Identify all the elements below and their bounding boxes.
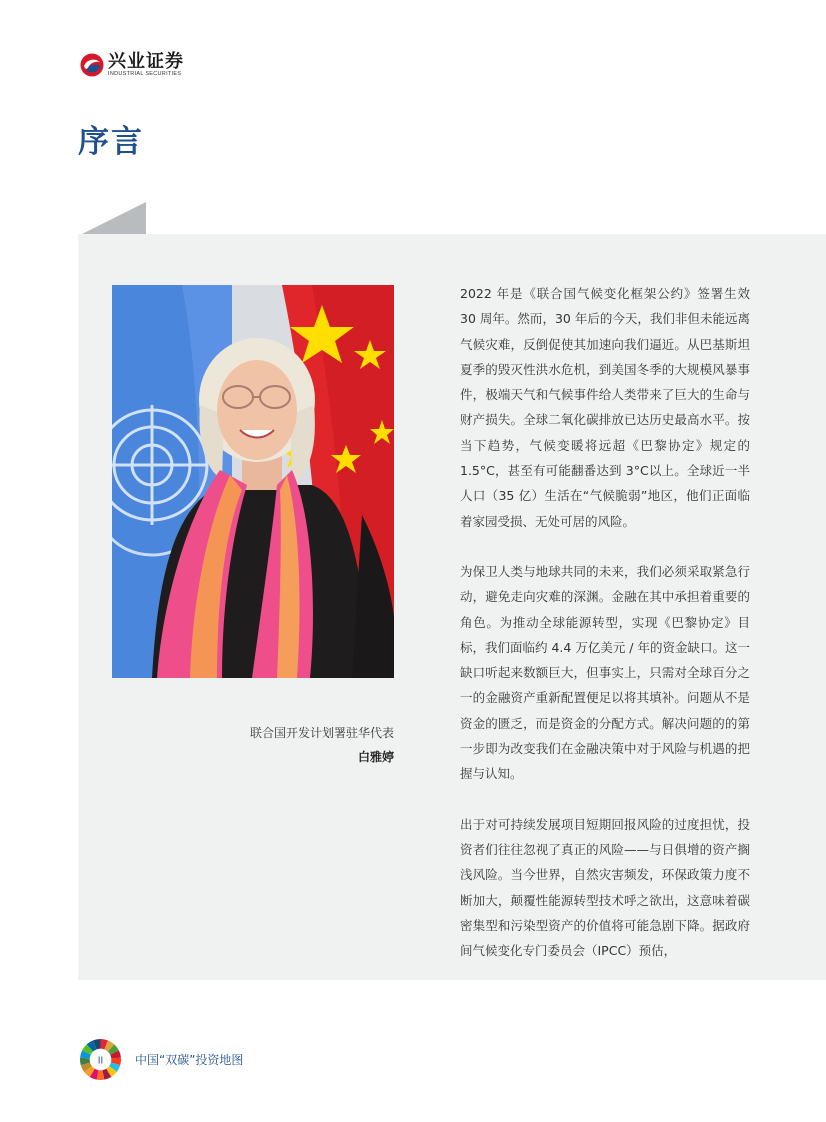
caption-name: 白雅婷 [357, 750, 394, 764]
foreword-body [460, 281, 750, 988]
paragraph: 为保卫人类与地球共同的未来，我们必须采取紧急行动，避免走向灾难的深渊。金融在其中承担着重要的角色。为推动全球能源转型，实现《巴黎协定》目标，我们面临约 4.4 万亿美元 / 年的资金缺口。这一缺口听起来数额巨大，但事实上，只需对全球百分之一的金融资产重新配置便足以将其填补。问题从不是资金的匮乏，而是资金的分配方式。解决问题的的第一步即为改变我们在金融决策中对于风险与机遇的把握与认知。 [460, 563, 750, 782]
page-number: II [97, 1055, 104, 1067]
logo-chinese-name: 兴业证券 [108, 51, 184, 72]
caption-role: 联合国开发计划署驻华代表 [249, 726, 394, 740]
paragraph: 2022 年是《联合国气候变化框架公约》签署生效 30 周年。然而，30 年后的今天，我们非但未能远离气候灾难，反倒促使其加速向我们逼近。从巴基斯坦夏季的毁灭性洪水危机，到美国冬季的大规模风暴事件，极端天气和气候事件给人类带来了巨大的生命与财产损失。全球二氧化碳排放已达历史最高水平。按当下趋势，气候变暖将远超《巴黎协定》规定的 1.5°C，甚至有可能翻番达到 3°C以上。全球近一半人口（35 亿）生活在“气候脆弱”地区，他们正面临着家园受损、无处可居的风险。 [460, 286, 750, 529]
page-title: 序言 [78, 124, 144, 160]
photo-caption [112, 721, 394, 769]
tab-decoration [80, 202, 146, 235]
paragraph: 出于对可持续发展项目短期回报风险的过度担忧，投资者们往往忽视了真正的风险——与日俱增的资产搁浅风险。当今世界，自然灾害频发，环保政策力度不断加大，颠覆性能源转型技术呼之欲出，这意味着碳密集型和污染型资产的价值将可能急剧下降。据政府间气候变化专门委员会（IPCC）预估， [460, 816, 750, 959]
portrait-photo [112, 285, 394, 678]
company-logo [80, 52, 184, 78]
sdg-wheel-icon [79, 1038, 122, 1081]
page-footer [79, 1038, 243, 1081]
industrial-securities-logo-icon [80, 53, 104, 77]
footer-publication-title: 中国“双碳”投资地图 [135, 1053, 244, 1067]
logo-english-name: INDUSTRIAL SECURITIES [108, 71, 182, 77]
